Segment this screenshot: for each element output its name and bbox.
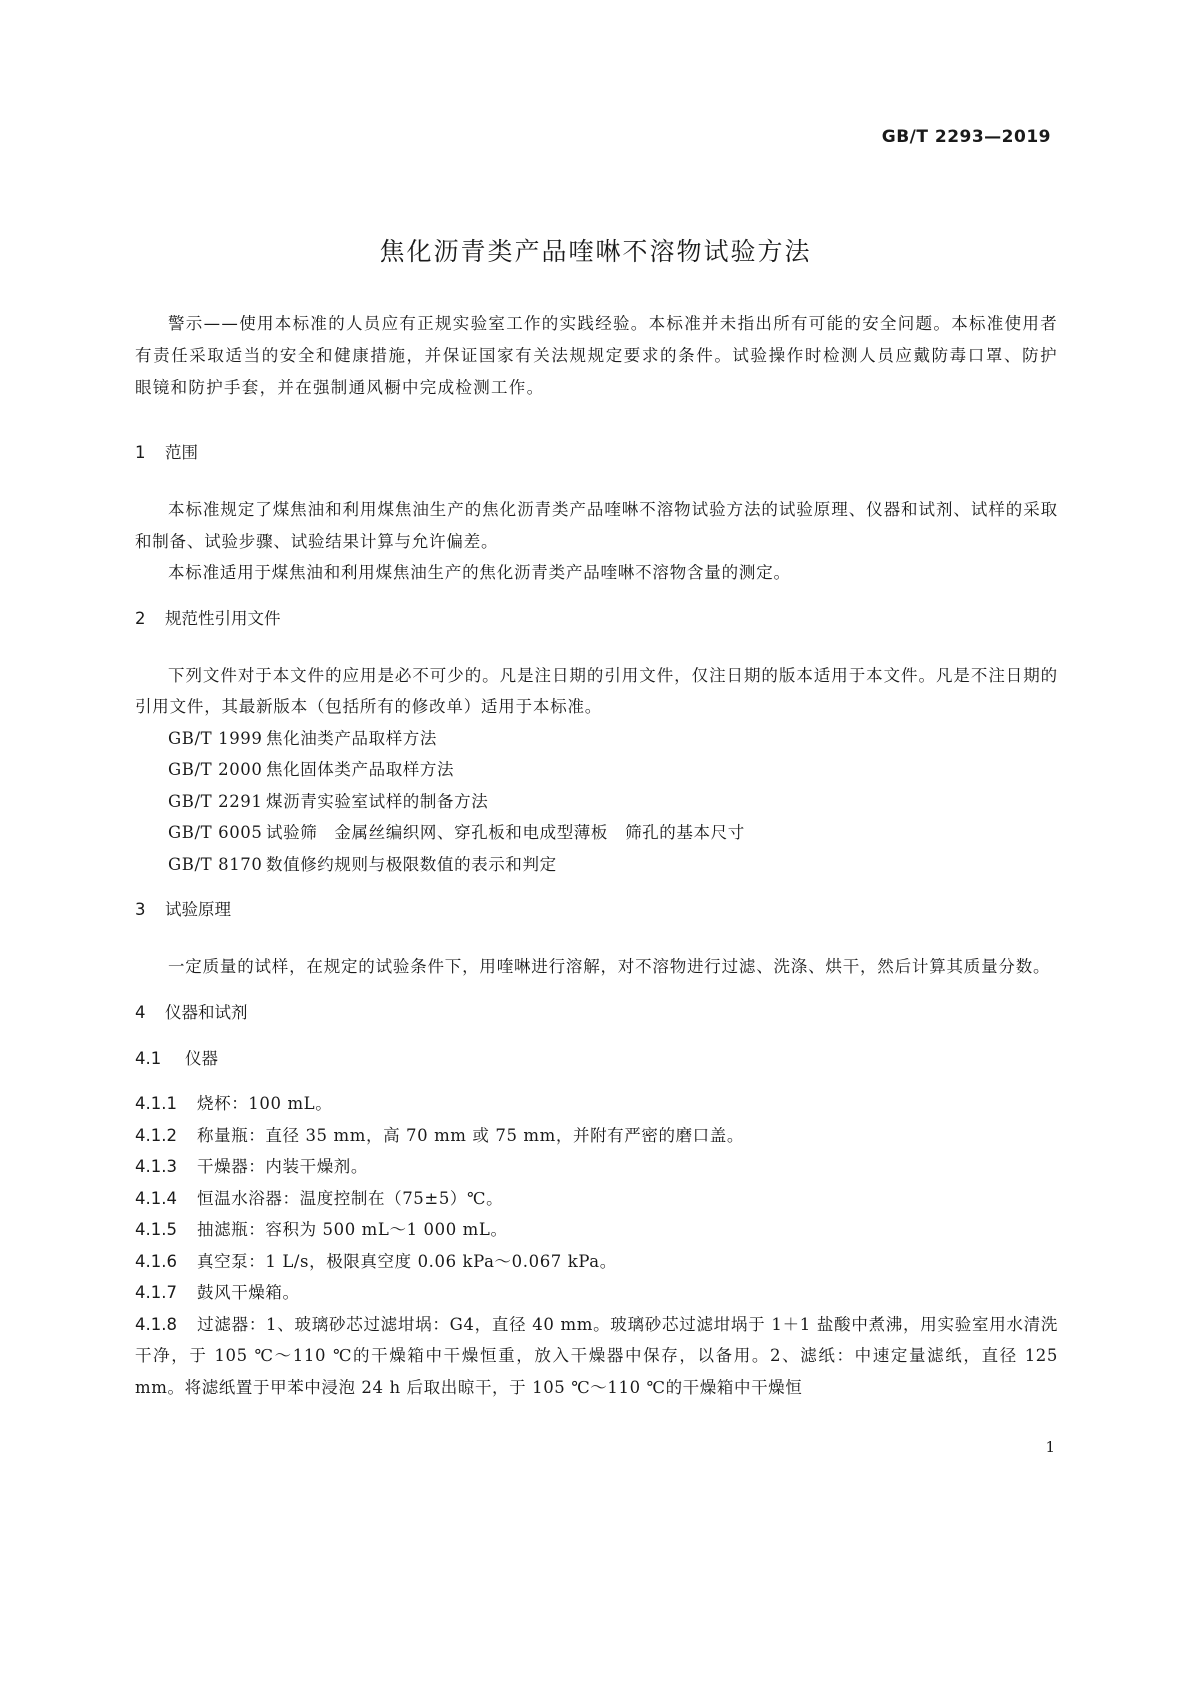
apparatus-item xyxy=(135,1277,1058,1309)
apparatus-item xyxy=(135,1246,1058,1278)
section-title: 规范性引用文件 xyxy=(165,608,281,628)
apparatus-item xyxy=(135,1309,1058,1404)
section-title: 范围 xyxy=(165,443,198,462)
page-number: 1 xyxy=(1045,1438,1055,1456)
section-number: 2 xyxy=(135,608,146,628)
reference-item xyxy=(135,817,1058,849)
standard-code: GB/T 2293—2019 xyxy=(881,127,1051,147)
warning-paragraph: 警示——使用本标准的人员应有正规实验室工作的实践经验。本标准并未指出所有可能的安全问题。本标准使用者有责任采取适当的安全和健康措施，并保证国家有关法规规定要求的条件。试验操作时检测人员应戴防毒口罩、防护眼镜和防护手套，并在强制通风橱中完成检测工作。 xyxy=(135,314,1058,397)
section-title: 仪器和试剂 xyxy=(165,1002,248,1022)
item-text: 抽滤瓶：容积为 500 mL～1 000 mL。 xyxy=(197,1220,508,1239)
item-number: 4.1.3 xyxy=(135,1157,177,1176)
section-4-heading xyxy=(135,997,1058,1029)
section-number: 3 xyxy=(135,900,146,919)
apparatus-item xyxy=(135,1183,1058,1215)
subsection-4-1-heading xyxy=(135,1043,1058,1075)
section-3-heading xyxy=(135,894,1058,926)
reference-code: GB/T 2000 xyxy=(168,760,263,779)
item-text: 恒温水浴器：温度控制在（75±5）℃。 xyxy=(197,1188,504,1208)
reference-code: GB/T 6005 xyxy=(168,823,263,842)
apparatus-item xyxy=(135,1120,1058,1152)
apparatus-item xyxy=(135,1214,1058,1246)
reference-item xyxy=(135,754,1058,786)
item-text: 过滤器：1、玻璃砂芯过滤坩埚：G4，直径 40 mm。玻璃砂芯过滤坩埚于 1＋1 盐酸中煮沸，用实验室用水清洗干净，于 105 ℃～110 ℃的干燥箱中干燥恒重，放入干燥器中保存，以备用。2、滤纸：中速定量滤纸，直径 125 mm。将滤纸置于甲苯中浸泡 24 h 后取出晾干，于 105 ℃～110 ℃的干燥箱中干燥恒 xyxy=(135,1314,1058,1397)
reference-item xyxy=(135,723,1058,755)
item-number: 4.1.4 xyxy=(135,1188,177,1208)
document-title: 焦化沥青类产品喹啉不溶物试验方法 xyxy=(379,237,812,266)
reference-code: GB/T 1999 xyxy=(168,728,263,748)
item-text: 干燥器：内装干燥剂。 xyxy=(197,1157,368,1176)
section-number: 4 xyxy=(135,1002,146,1022)
item-text: 烧杯：100 mL。 xyxy=(197,1094,333,1113)
apparatus-item xyxy=(135,1151,1058,1183)
section-2-heading xyxy=(135,603,1058,635)
item-number: 4.1.7 xyxy=(135,1283,177,1302)
reference-code: GB/T 2291 xyxy=(168,791,263,811)
reference-title: 数值修约规则与极限数值的表示和判定 xyxy=(266,854,557,874)
reference-title: 煤沥青实验室试样的制备方法 xyxy=(266,791,489,811)
reference-title: 焦化油类产品取样方法 xyxy=(266,728,437,748)
item-number: 4.1.2 xyxy=(135,1125,177,1145)
section-1-heading xyxy=(135,437,1058,469)
document-body xyxy=(135,308,1058,1403)
section-title: 试验原理 xyxy=(165,900,231,919)
references-intro: 下列文件对于本文件的应用是必不可少的。凡是注日期的引用文件，仅注日期的版本适用于本文件。凡是不注日期的引用文件，其最新版本（包括所有的修改单）适用于本标准。 xyxy=(135,665,1058,716)
subsection-number: 4.1 xyxy=(135,1048,162,1068)
reference-item xyxy=(135,786,1058,818)
reference-title: 焦化固体类产品取样方法 xyxy=(266,760,455,779)
reference-code: GB/T 8170 xyxy=(168,854,263,874)
item-number: 4.1.6 xyxy=(135,1251,177,1271)
scope-paragraph-1: 本标准规定了煤焦油和利用煤焦油生产的焦化沥青类产品喹啉不溶物试验方法的试验原理、仪器和试剂、试样的采取和制备、试验步骤、试验结果计算与允许偏差。 xyxy=(135,500,1058,551)
subsection-title: 仪器 xyxy=(185,1048,218,1068)
section-number: 1 xyxy=(135,443,146,462)
item-number: 4.1.5 xyxy=(135,1220,177,1239)
item-number: 4.1.8 xyxy=(135,1314,177,1334)
scope-paragraph-2: 本标准适用于煤焦油和利用煤焦油生产的焦化沥青类产品喹啉不溶物含量的测定。 xyxy=(168,563,791,582)
item-text: 真空泵：1 L/s，极限真空度 0.06 kPa～0.067 kPa。 xyxy=(197,1251,617,1271)
reference-item xyxy=(135,849,1058,881)
apparatus-item xyxy=(135,1088,1058,1120)
principle-paragraph: 一定质量的试样，在规定的试验条件下，用喹啉进行溶解，对不溶物进行过滤、洗涤、烘干，然后计算其质量分数。 xyxy=(168,957,1051,976)
item-number: 4.1.1 xyxy=(135,1094,177,1113)
reference-title: 试验筛 金属丝编织网、穿孔板和电成型薄板 筛孔的基本尺寸 xyxy=(266,823,745,842)
item-text: 称量瓶：直径 35 mm，高 70 mm 或 75 mm，并附有严密的磨口盖。 xyxy=(197,1125,744,1145)
item-text: 鼓风干燥箱。 xyxy=(197,1283,300,1302)
